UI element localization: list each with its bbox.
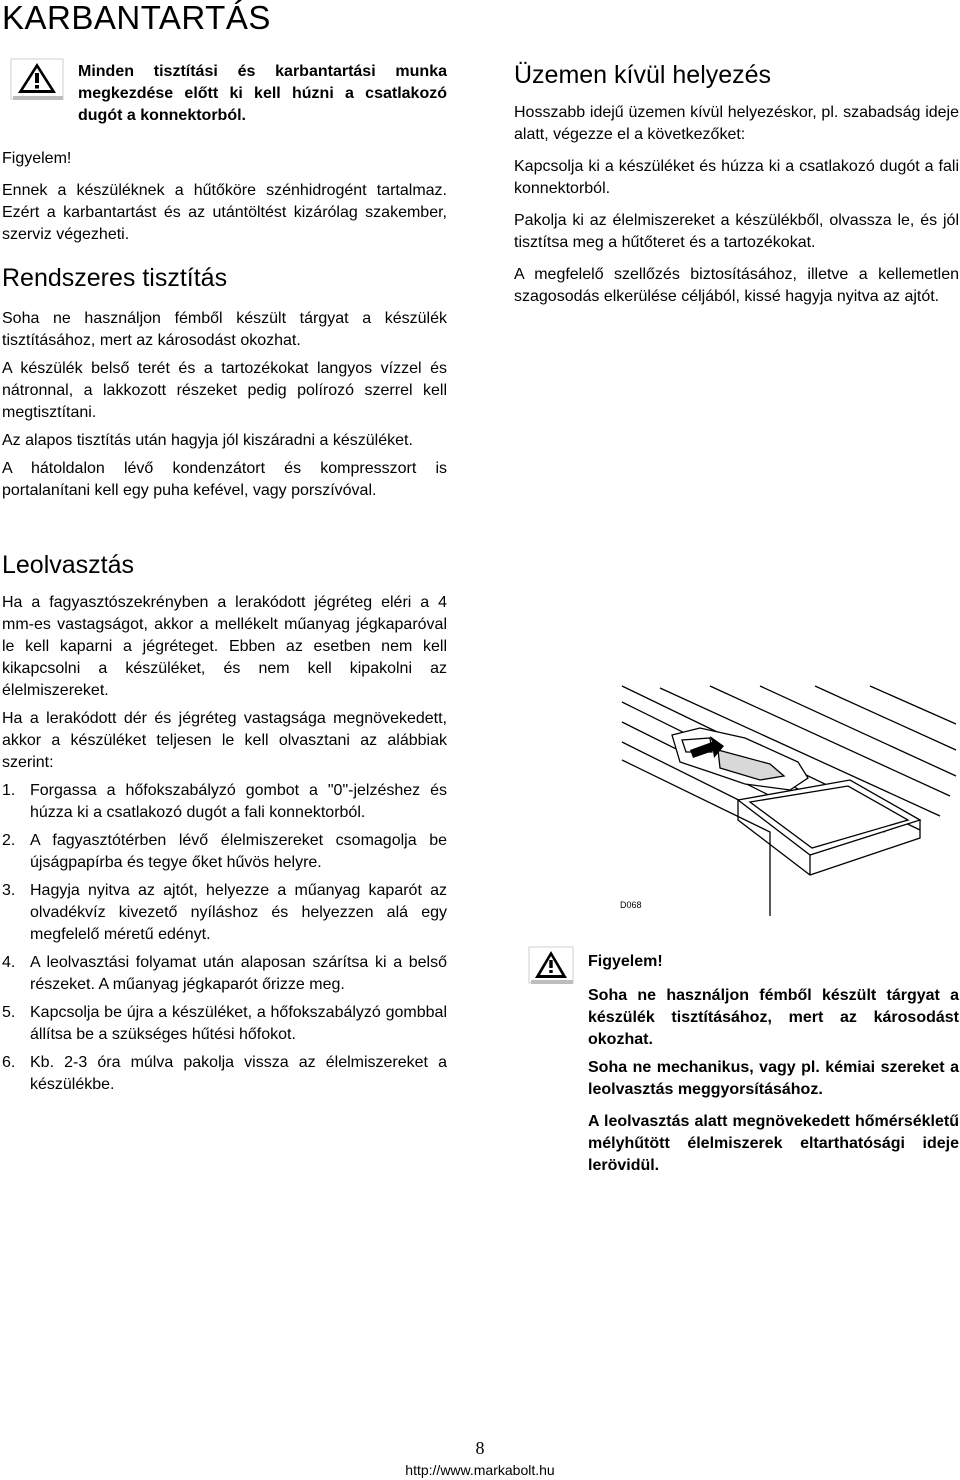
warning-icon: [528, 946, 574, 991]
out-of-use-paragraph: Hosszabb idejű üzemen kívül helyezéskor, pl. szabadság ideje alatt, végezze el a következőket:: [514, 104, 959, 143]
right-warning-label: Figyelem!: [588, 953, 663, 970]
step-item: [2, 830, 447, 874]
out-of-use-paragraph: A megfelelő szellőzés biztosításához, illetve a kellemetlen szagosodás elkerülése céljából, kissé hagyja nyitva az ajtót.: [514, 266, 959, 305]
defrost-paragraph: Ha a lerakódott dér és jégréteg vastagsága megnövekedett, akkor a készüléket teljesen le kell olvasztani az alábbiak szerint:: [2, 710, 447, 771]
step-item: [2, 880, 447, 946]
right-warning-paragraph: Soha ne mechanikus, vagy pl. kémiai szereket a leolvasztás meggyorsításához.: [588, 1059, 959, 1098]
refrigerant-note: Ennek a készüléknek a hűtőköre szénhidrogént tartalmaz. Ezért a karbantartást és az utántöltést kizárólag szakember, szerviz végezheti.: [2, 182, 447, 243]
figyelem-label: Figyelem!: [2, 150, 72, 167]
step-text: A fagyasztótérben lévő élelmiszereket csomagolja be újságpapírba és tegye őket hűvös helyre.: [30, 832, 447, 871]
step-text: Kb. 2-3 óra múlva pakolja vissza az élelmiszereket a készülékbe.: [30, 1054, 447, 1093]
step-text: Hagyja nyitva az ajtót, helyezze a műanyag kaparót az olvadékvíz kivezető nyíláshoz és helyezzen alá egy megfelelő méretű edényt.: [30, 882, 447, 943]
cleaning-title: Rendszeres tisztítás: [2, 264, 228, 292]
out-of-use-paragraph: Kapcsolja ki a készüléket és húzza ki a csatlakozó dugót a fali konnektorból.: [514, 158, 959, 197]
defrost-illustration: [620, 680, 960, 920]
out-of-use-title: Üzemen kívül helyezés: [514, 61, 772, 89]
cleaning-paragraph: Soha ne használjon fémből készült tárgyat a készülék tisztításához, mert az károsodást okozhat.: [2, 310, 447, 349]
defrost-paragraph: Ha a fagyasztószekrényben a lerakódott jégréteg eléri a 4 mm-es vastagságot, akkor a mellékelt műanyag jégkaparóval le kell kaparni a jégréteget. Ebben az esetben nem kell kikapcsolni a készüléket, és nem kell kipakolni az élelmiszereket.: [2, 594, 447, 699]
step-number: 6.: [2, 1054, 16, 1071]
page-title: KARBANTARTÁS: [2, 0, 271, 36]
step-number: 3.: [2, 882, 16, 899]
cleaning-paragraph: Az alapos tisztítás után hagyja jól kiszáradni a készüléket.: [2, 432, 413, 449]
step-number: 2.: [2, 832, 16, 849]
illustration-label: D068: [620, 900, 642, 910]
defrost-title: Leolvasztás: [2, 551, 135, 579]
step-item: [2, 1052, 447, 1096]
page-number: 8: [475, 1438, 485, 1458]
step-text: A leolvasztási folyamat után alaposan szárítsa ki a belső részeket. A műanyag jégkaparót őrizze meg.: [30, 954, 447, 993]
top-warning-text: Minden tisztítási és karbantartási munka megkezdése előtt ki kell húzni a csatlakozó dugót a konnektorból.: [78, 63, 447, 124]
right-warning-paragraph: Soha ne használjon fémből készült tárgyat a készülék tisztításához, mert az károsodást okozhat.: [588, 987, 959, 1048]
step-number: 5.: [2, 1004, 16, 1021]
step-item: [2, 1002, 447, 1046]
step-number: 4.: [2, 954, 16, 971]
defrost-steps: [2, 780, 447, 1096]
out-of-use-paragraph: Pakolja ki az élelmiszereket a készülékből, olvassza le, és jól tisztítsa meg a hűtőteret és a tartozékokat.: [514, 212, 959, 251]
right-warning-paragraph: A leolvasztás alatt megnövekedett hőmérsékletű mélyhűtött élelmiszerek eltarthatósági ideje lerövidül.: [588, 1113, 959, 1174]
footer-url[interactable]: http://www.markabolt.hu: [405, 1462, 555, 1478]
step-item: [2, 952, 447, 996]
step-text: Kapcsolja be újra a készüléket, a hőfokszabályzó gombbal állítsa be a szükséges hűtési hőfokot.: [30, 1004, 447, 1043]
cleaning-paragraph: A hátoldalon lévő kondenzátort és kompresszort is portalanítani kell egy puha kefével, vagy porszívóval.: [2, 460, 447, 499]
warning-icon: [10, 58, 64, 107]
step-number: 1.: [2, 782, 16, 799]
step-text: Forgassa a hőfokszabályzó gombot a "0"-jelzéshez és húzza ki a csatlakozó dugót a fali konnektorból.: [30, 782, 447, 821]
step-item: [2, 780, 447, 824]
cleaning-paragraph: A készülék belső terét és a tartozékokat langyos vízzel és nátronnal, a lakkozott részeket pedig polírozó szerrel kell megtisztítani.: [2, 360, 447, 421]
